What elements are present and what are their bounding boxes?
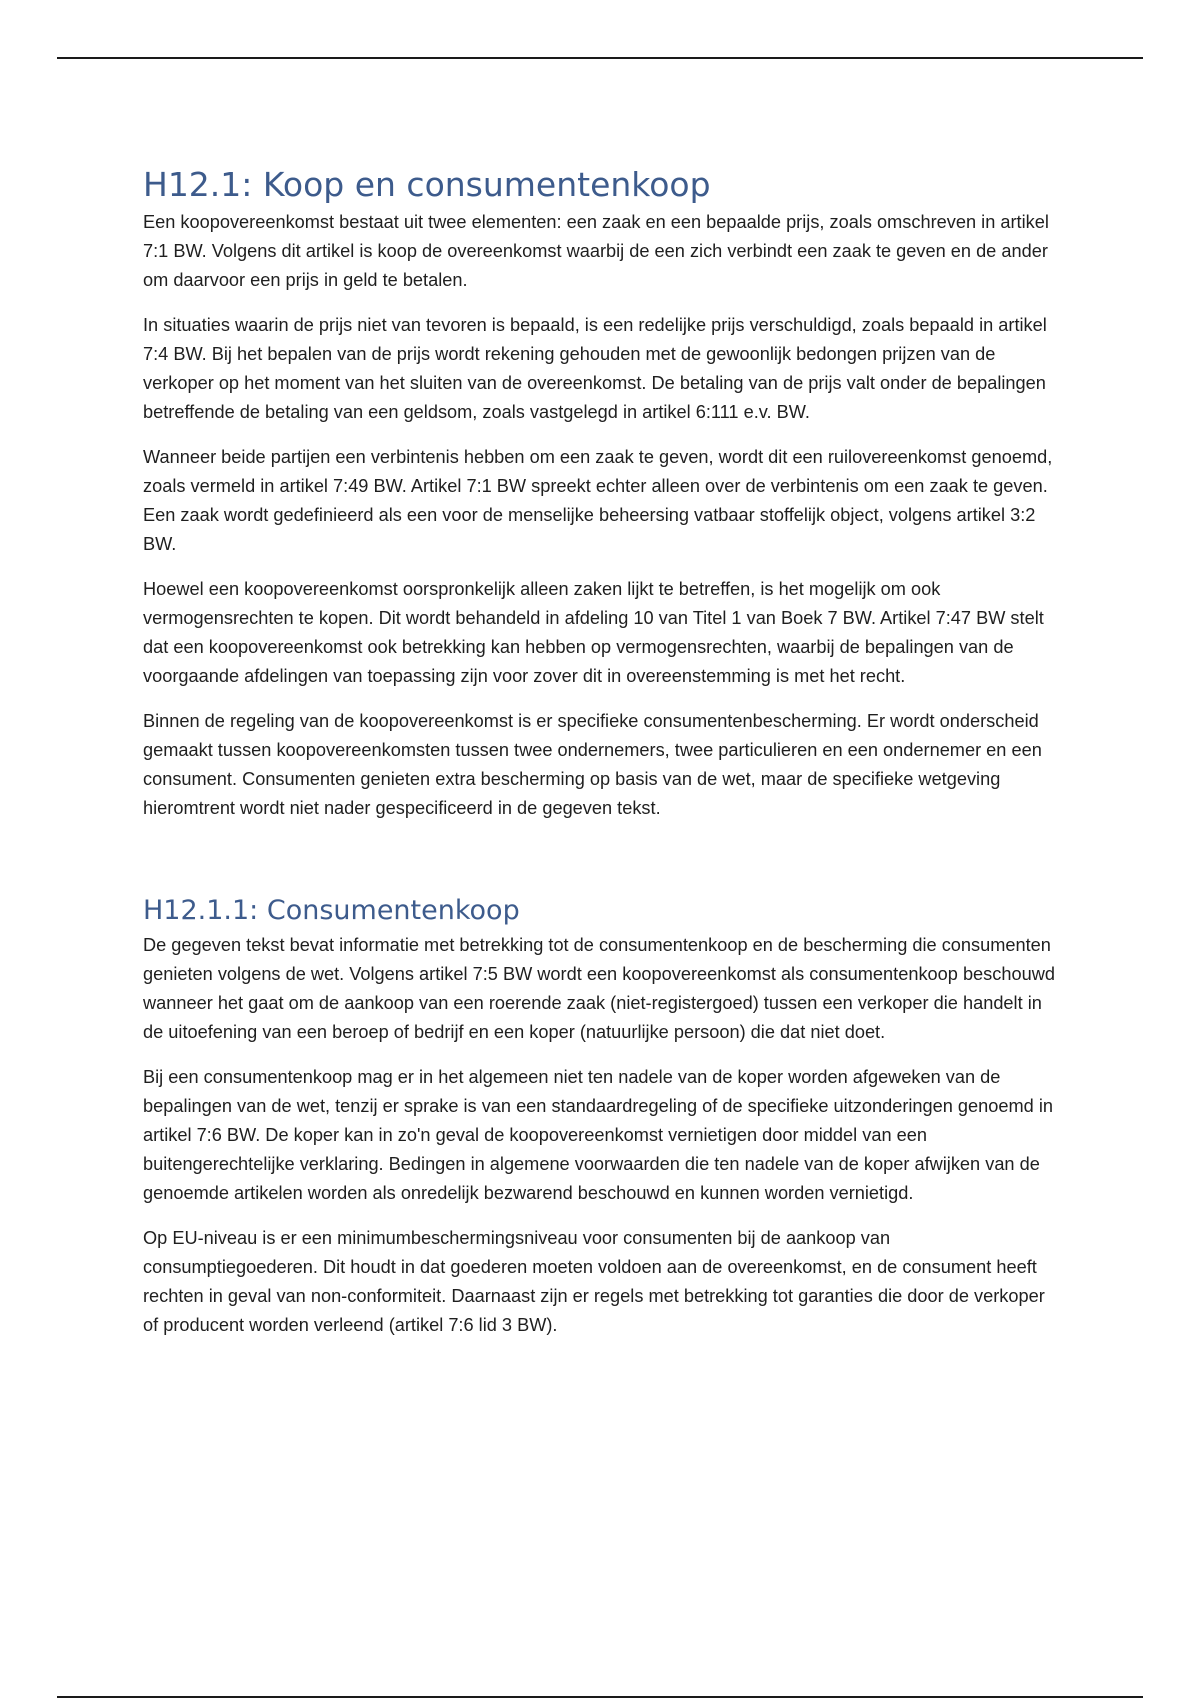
section-heading: H12.1: Koop en consumentenkoop [143,165,711,204]
paragraph: Bij een consumentenkoop mag er in het algemeen niet ten nadele van de koper worden afgeweken van de bepalingen van de wet, tenzij er sprake is van een standaardregeling of de specifieke uitzonderingen genoemd in artikel 7:6 BW. De koper kan in zo'n geval de koopovereenkomst vernietigen door middel van een buitengerechtelijke verklaring. Bedingen in algemene voorwaarden die ten nadele van de koper afwijken van de genoemde artikelen worden als onredelijk bezwarend beschouwd en kunnen worden vernietigd. [143,1067,1053,1203]
paragraph: Wanneer beide partijen een verbintenis hebben om een zaak te geven, wordt dit een ruilovereenkomst genoemd, zoals vermeld in artikel 7:49 BW. Artikel 7:1 BW spreekt echter alleen over de verbintenis om een zaak te geven. Een zaak wordt gedefinieerd als een voor de menselijke beheersing vatbaar stoffelijk object, volgens artikel 3:2 BW. [143,447,1053,554]
paragraph: Een koopovereenkomst bestaat uit twee elementen: een zaak en een bepaalde prijs, zoals omschreven in artikel 7:1 BW. Volgens dit artikel is koop de overeenkomst waarbij de een zich verbindt een zaak te geven en de ander om daarvoor een prijs in geld te betalen. [143,212,1049,290]
paragraph: Binnen de regeling van de koopovereenkomst is er specifieke consumentenbescherming. Er wordt onderscheid gemaakt tussen koopovereenkomsten tussen twee ondernemers, twee particulieren en een ondernemer en een consument. Consumenten genieten extra bescherming op basis van de wet, maar de specifieke wetgeving hieromtrent wordt niet nader gespecificeerd in de gegeven tekst. [143,711,1042,818]
footer-rule [57,1696,1143,1698]
document-body [143,164,1058,1356]
section-koop-en-consumentenkoop [143,164,1058,823]
paragraph: Hoewel een koopovereenkomst oorspronkelijk alleen zaken lijkt te betreffen, is het mogelijk om ook vermogensrechten te kopen. Dit wordt behandeld in afdeling 10 van Titel 1 van Boek 7 BW. Artikel 7:47 BW stelt dat een koopovereenkomst ook betrekking kan hebben op vermogensrechten, waarbij de bepalingen van de voorgaande afdelingen van toepassing zijn voor zover dit in overeenstemming is met het recht. [143,579,1044,686]
header-rule [57,57,1143,59]
subsection-heading: H12.1.1: Consumentenkoop [143,895,520,926]
paragraph: In situaties waarin de prijs niet van tevoren is bepaald, is een redelijke prijs verschuldigd, zoals bepaald in artikel 7:4 BW. Bij het bepalen van de prijs wordt rekening gehouden met de gewoonlijk bedongen prijzen van de verkoper op het moment van het sluiten van de overeenkomst. De betaling van de prijs valt onder de bepalingen betreffende de betaling van een geldsom, zoals vastgelegd in artikel 6:111 e.v. BW. [143,315,1047,422]
paragraph: De gegeven tekst bevat informatie met betrekking tot de consumentenkoop en de bescherming die consumenten genieten volgens de wet. Volgens artikel 7:5 BW wordt een koopovereenkomst als consumentenkoop beschouwd wanneer het gaat om de aankoop van een roerende zaak (niet-registergoed) tussen een verkoper die handelt in de uitoefening van een beroep of bedrijf en een koper (natuurlijke persoon) die dat niet doet. [143,935,1055,1042]
paragraph: Op EU-niveau is er een minimumbeschermingsniveau voor consumenten bij de aankoop van consumptiegoederen. Dit houdt in dat goederen moeten voldoen aan de overeenkomst, en de consument heeft rechten in geval van non-conformiteit. Daarnaast zijn er regels met betrekking tot garanties die door de verkoper of producent worden verleend (artikel 7:6 lid 3 BW). [143,1228,1045,1335]
section-consumentenkoop [143,893,1058,1340]
